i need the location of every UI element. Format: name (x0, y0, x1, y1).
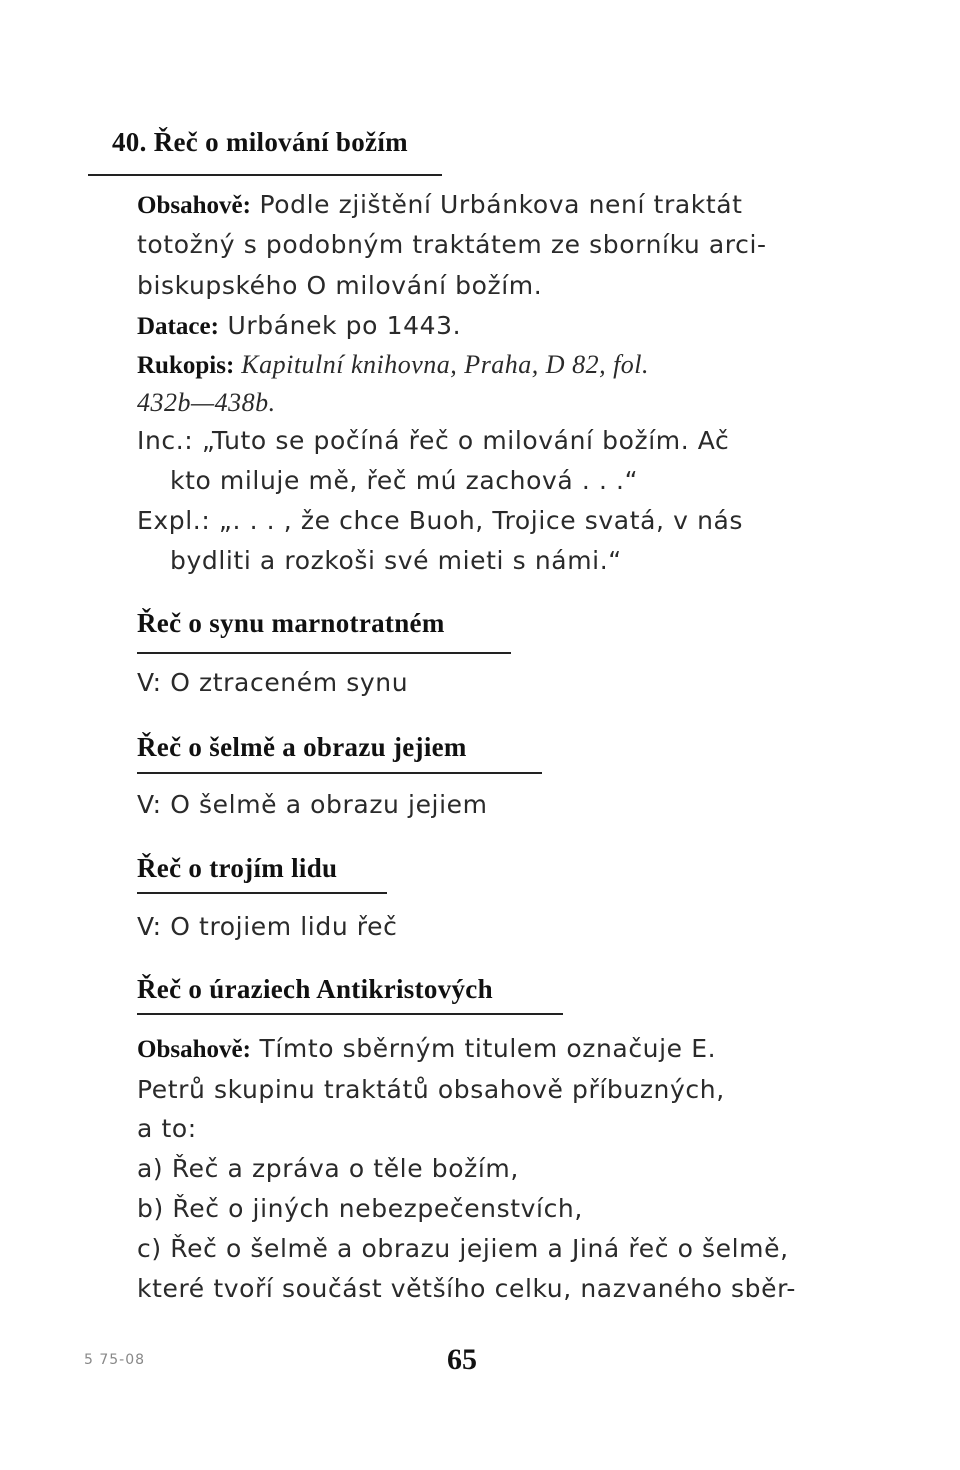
heading-underline (137, 772, 542, 774)
variant-title: V: O trojiem lidu řeč (137, 912, 398, 941)
text-line: Petrů skupinu traktátů obsahově příbuzných, (137, 1075, 725, 1104)
text-line: totožný s podobným traktátem ze sborníku arci- (137, 230, 767, 259)
entry-heading: Řeč o šelmě a obrazu jejiem (137, 732, 467, 762)
obsahove-text: Tímto sběrným titulem označuje E. (250, 1034, 717, 1063)
explicit-line: bydliti a rozkoši své mieti s námi.“ (170, 546, 622, 575)
heading-underline (137, 892, 387, 894)
variant-title: V: O ztraceném synu (137, 668, 409, 697)
text-line: které tvoří součást většího celku, nazvaného sběr- (137, 1274, 797, 1303)
rukopis-text: Kapitulní knihovna, Praha, D 82, fol. (234, 350, 650, 379)
text-line (137, 1036, 716, 1062)
rukopis-label: Rukopis: (137, 352, 235, 379)
page-number: 65 (447, 1343, 477, 1376)
obsahove-label: Obsahově: (137, 1036, 251, 1063)
text-line (137, 192, 743, 218)
incipit-line: Inc.: „Tuto se počíná řeč o milování božím. Ač (137, 426, 730, 455)
text-line (137, 352, 649, 378)
explicit-line: Expl.: „. . . , že chce Buoh, Trojice svatá, v nás (137, 506, 744, 535)
obsahove-text: Podle zjištění Urbánkova není traktát (250, 190, 743, 219)
incipit-line: kto miluje mě, řeč mú zachová . . .“ (170, 466, 639, 495)
list-item: b) Řeč o jiných nebezpečenstvích, (137, 1194, 583, 1223)
entry-heading: Řeč o synu marnotratném (137, 608, 445, 638)
heading-underline (137, 652, 511, 654)
variant-title: V: O šelmě a obrazu jejiem (137, 790, 488, 819)
print-code: 5 75-08 (84, 1352, 146, 1368)
text-line (137, 313, 461, 339)
list-item: c) Řeč o šelmě a obrazu jejiem a Jiná řeč o šelmě, (137, 1234, 789, 1263)
entry-heading: Řeč o úraziech Antikristových (137, 974, 493, 1004)
obsahove-label: Obsahově: (137, 192, 251, 219)
entry-heading: 40. Řeč o milování božím (112, 127, 408, 157)
text-line (137, 390, 276, 416)
text-line: a to: (137, 1114, 197, 1143)
list-item: a) Řeč a zpráva o těle božím, (137, 1154, 519, 1183)
entry-heading: Řeč o trojím lidu (137, 853, 338, 883)
heading-underline (88, 174, 442, 176)
datace-label: Datace: (137, 313, 219, 340)
rukopis-folio: 432b—438b. (137, 388, 276, 417)
text-line: biskupského O milování božím. (137, 271, 543, 300)
heading-underline (137, 1013, 563, 1015)
datace-text: Urbánek po 1443. (218, 311, 462, 340)
